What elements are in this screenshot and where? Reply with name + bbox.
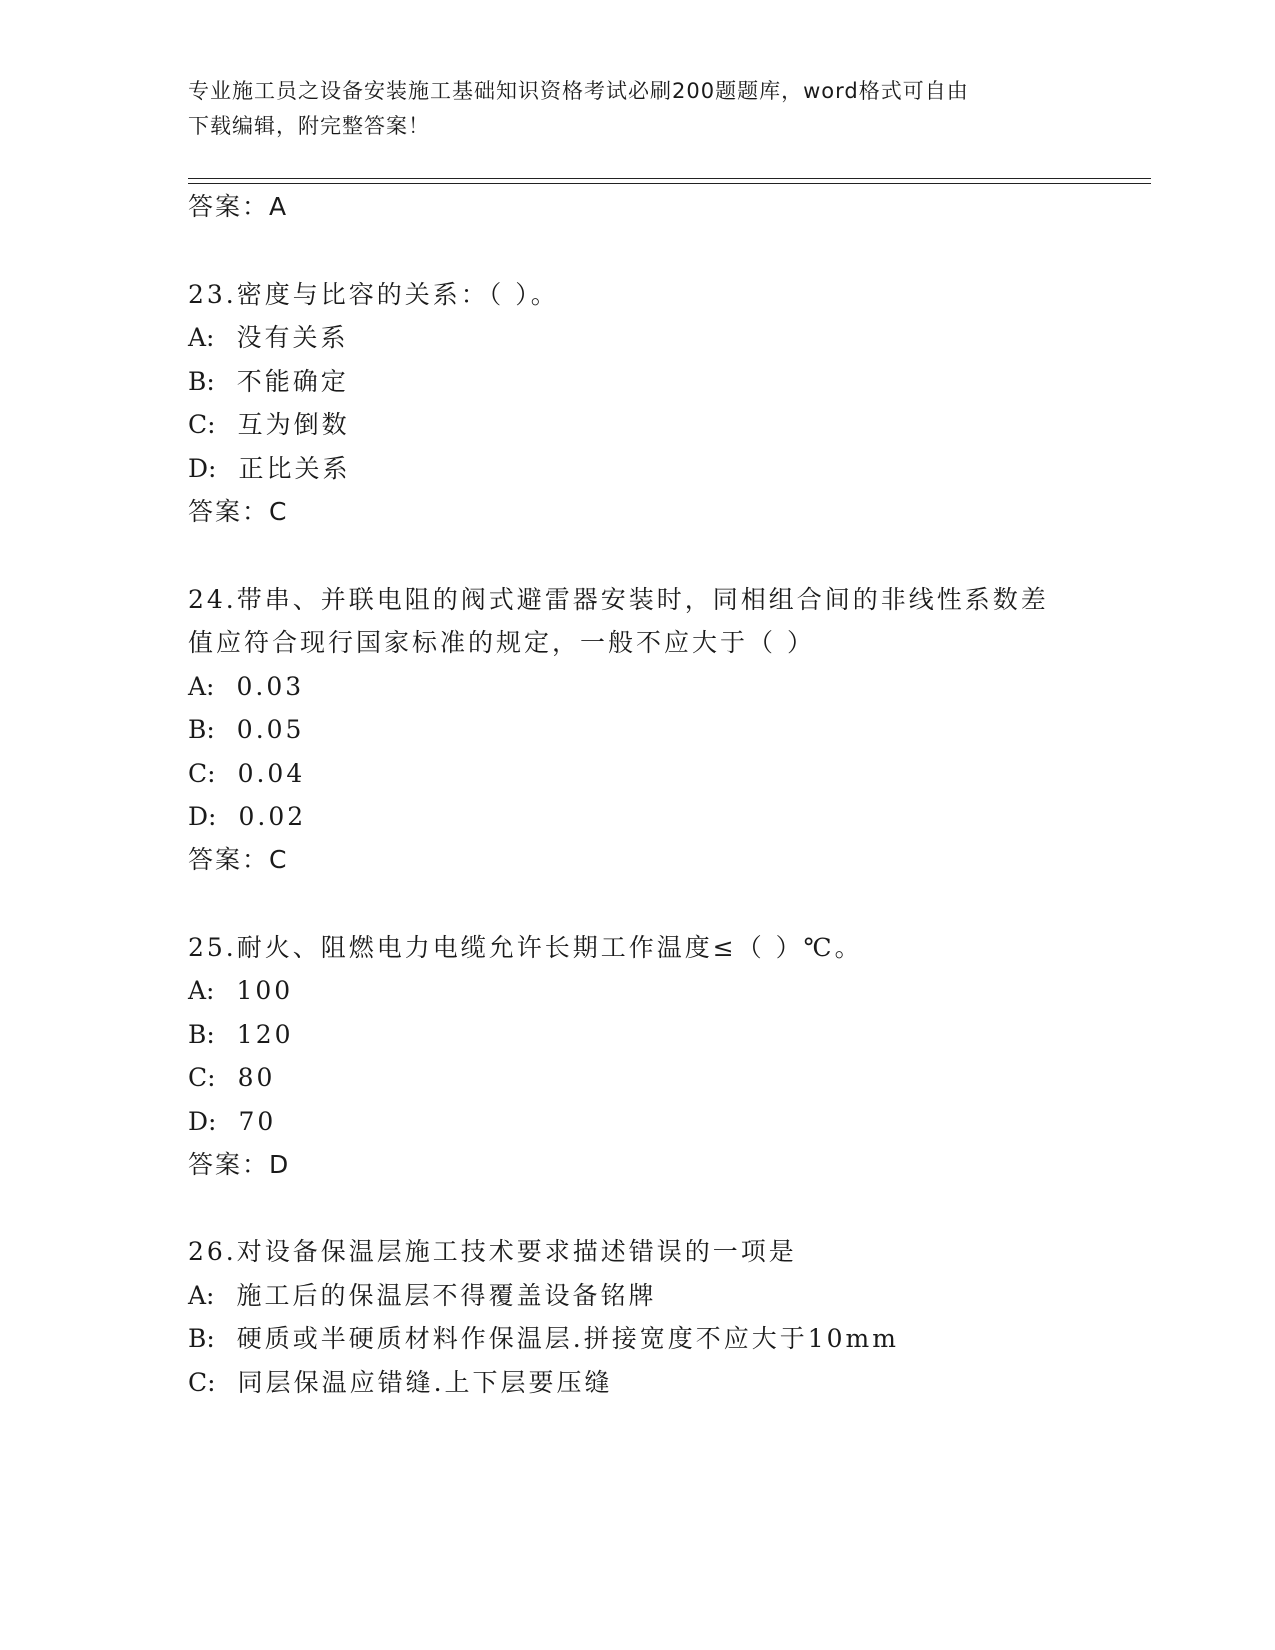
option-letter: A:: [188, 323, 215, 352]
header-divider-top: [188, 178, 1151, 179]
option-text: 硬质或半硬质材料作保温层.拼接宽度不应大于10mm: [236, 1324, 899, 1353]
q24-option-a: [188, 672, 304, 702]
question-24-text-line-2: 值应符合现行国家标准的规定，一般不应大于（ ）: [188, 628, 815, 657]
answer-value: D: [269, 1150, 290, 1179]
q25-option-c: [188, 1063, 275, 1093]
answer-value: A: [269, 192, 288, 221]
option-letter: A:: [188, 976, 215, 1005]
option-letter: B:: [188, 715, 215, 744]
answer-q24: [188, 845, 287, 875]
answer-q23: [188, 497, 287, 527]
q25-option-a: [188, 976, 293, 1006]
option-letter: C:: [188, 1368, 216, 1397]
option-text: 0.02: [238, 802, 307, 831]
option-text: 互为倒数: [237, 410, 350, 439]
q24-option-b: [188, 715, 304, 745]
question-26-text: 26.对设备保温层施工技术要求描述错误的一项是: [188, 1237, 797, 1266]
q25-option-d: [188, 1107, 276, 1137]
answer-prev: [188, 192, 287, 222]
option-letter: A:: [188, 672, 215, 701]
answer-label: 答案：: [188, 497, 270, 526]
option-letter: C:: [188, 410, 216, 439]
document-header: [188, 74, 1088, 144]
option-letter: B:: [188, 1324, 215, 1353]
q23-option-c: [188, 410, 350, 440]
option-text: 没有关系: [236, 323, 349, 352]
answer-label: 答案：: [188, 1150, 270, 1179]
option-text: 0.04: [237, 759, 306, 788]
option-text: 100: [236, 976, 294, 1005]
option-text: 70: [238, 1107, 277, 1136]
option-letter: D:: [188, 1107, 217, 1136]
option-letter: C:: [188, 759, 216, 788]
option-letter: D:: [188, 802, 217, 831]
q24-option-d: [188, 802, 306, 832]
q26-option-c: [188, 1368, 613, 1398]
answer-value: C: [269, 497, 288, 526]
option-text: 120: [236, 1020, 294, 1049]
answer-label: 答案：: [188, 845, 270, 874]
q24-option-c: [188, 759, 305, 789]
question-24-text-line-1: 24.带串、并联电阻的阀式避雷器安装时，同相组合间的非线性系数差: [188, 585, 1049, 614]
q23-option-a: [188, 323, 349, 353]
header-line-1: 专业施工员之设备安装施工基础知识资格考试必刷200题题库，word格式可自由: [188, 79, 969, 103]
q23-option-d: [188, 454, 350, 484]
option-letter: B:: [188, 367, 215, 396]
header-line-2: 下载编辑，附完整答案！: [188, 114, 430, 138]
option-text: 80: [237, 1063, 276, 1092]
answer-value: C: [269, 845, 288, 874]
q25-option-b: [188, 1020, 294, 1050]
option-text: 施工后的保温层不得覆盖设备铭牌: [236, 1281, 657, 1310]
question-25-text: 25.耐火、阻燃电力电缆允许长期工作温度≤（ ）℃。: [188, 933, 863, 962]
option-text: 不能确定: [236, 367, 349, 396]
option-text: 0.05: [236, 715, 305, 744]
option-text: 同层保温应错缝.上下层要压缝: [237, 1368, 613, 1397]
option-letter: B:: [188, 1020, 215, 1049]
q26-option-a: [188, 1281, 657, 1311]
option-letter: C:: [188, 1063, 216, 1092]
option-text: 0.03: [236, 672, 305, 701]
option-letter: D:: [188, 454, 217, 483]
option-letter: A:: [188, 1281, 215, 1310]
answer-q25: [188, 1150, 289, 1180]
q26-option-b: [188, 1324, 899, 1354]
question-23-text: 23.密度与比容的关系：（ ）。: [188, 280, 559, 309]
answer-label: 答案：: [188, 192, 270, 221]
option-text: 正比关系: [238, 454, 351, 483]
q23-option-b: [188, 367, 349, 397]
header-divider-bottom: [188, 183, 1151, 184]
